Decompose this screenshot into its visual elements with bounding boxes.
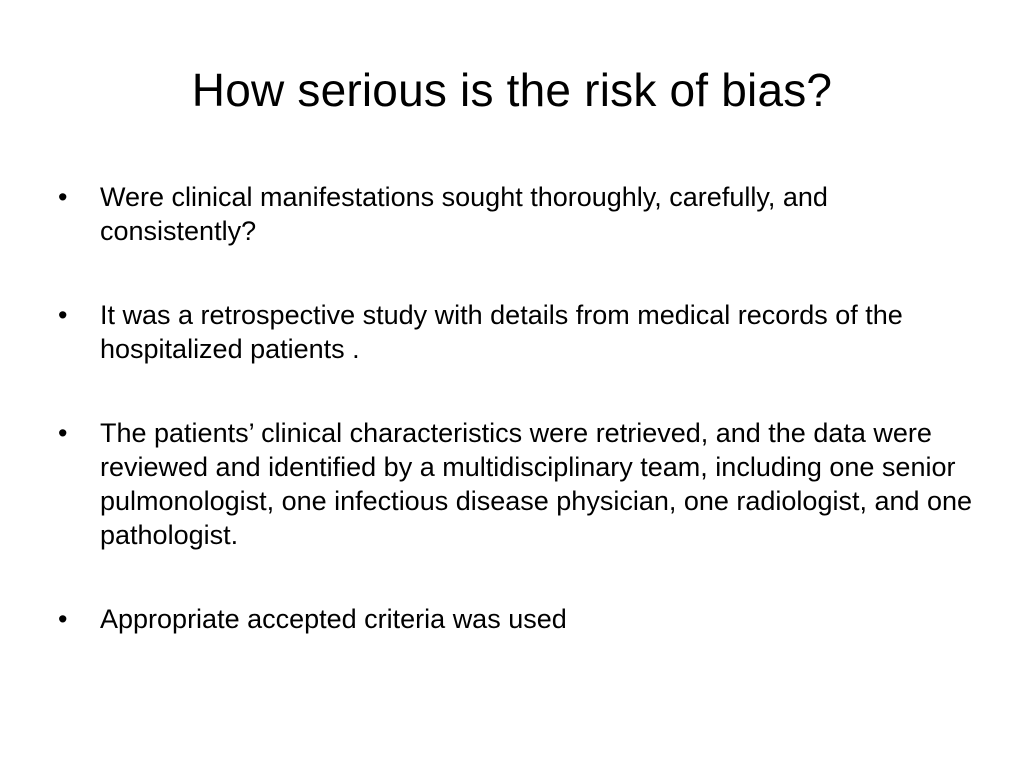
bullet-item xyxy=(58,602,973,636)
bullet-text: The patients’ clinical characteristics were retrieved, and the data were reviewed and identified by a multidisciplinary team, including one senior pulmonologist, one infectious disease physician, one radiologist, and one pathologist. xyxy=(100,418,973,550)
bullet-text: It was a retrospective study with details from medical records of the hospitalized patients . xyxy=(100,300,903,364)
bullet-item xyxy=(58,298,973,366)
bullet-icon: • xyxy=(58,182,68,212)
bullet-icon: • xyxy=(58,300,68,330)
bullet-text: Appropriate accepted criteria was used xyxy=(100,604,567,634)
bullet-item xyxy=(58,416,973,552)
bullet-list xyxy=(58,180,973,686)
bullet-item xyxy=(58,180,973,248)
bullet-icon: • xyxy=(58,418,68,448)
bullet-text: Were clinical manifestations sought thoroughly, carefully, and consistently? xyxy=(100,182,828,246)
slide-title: How serious is the risk of bias? xyxy=(191,64,833,116)
bullet-icon: • xyxy=(58,604,68,634)
